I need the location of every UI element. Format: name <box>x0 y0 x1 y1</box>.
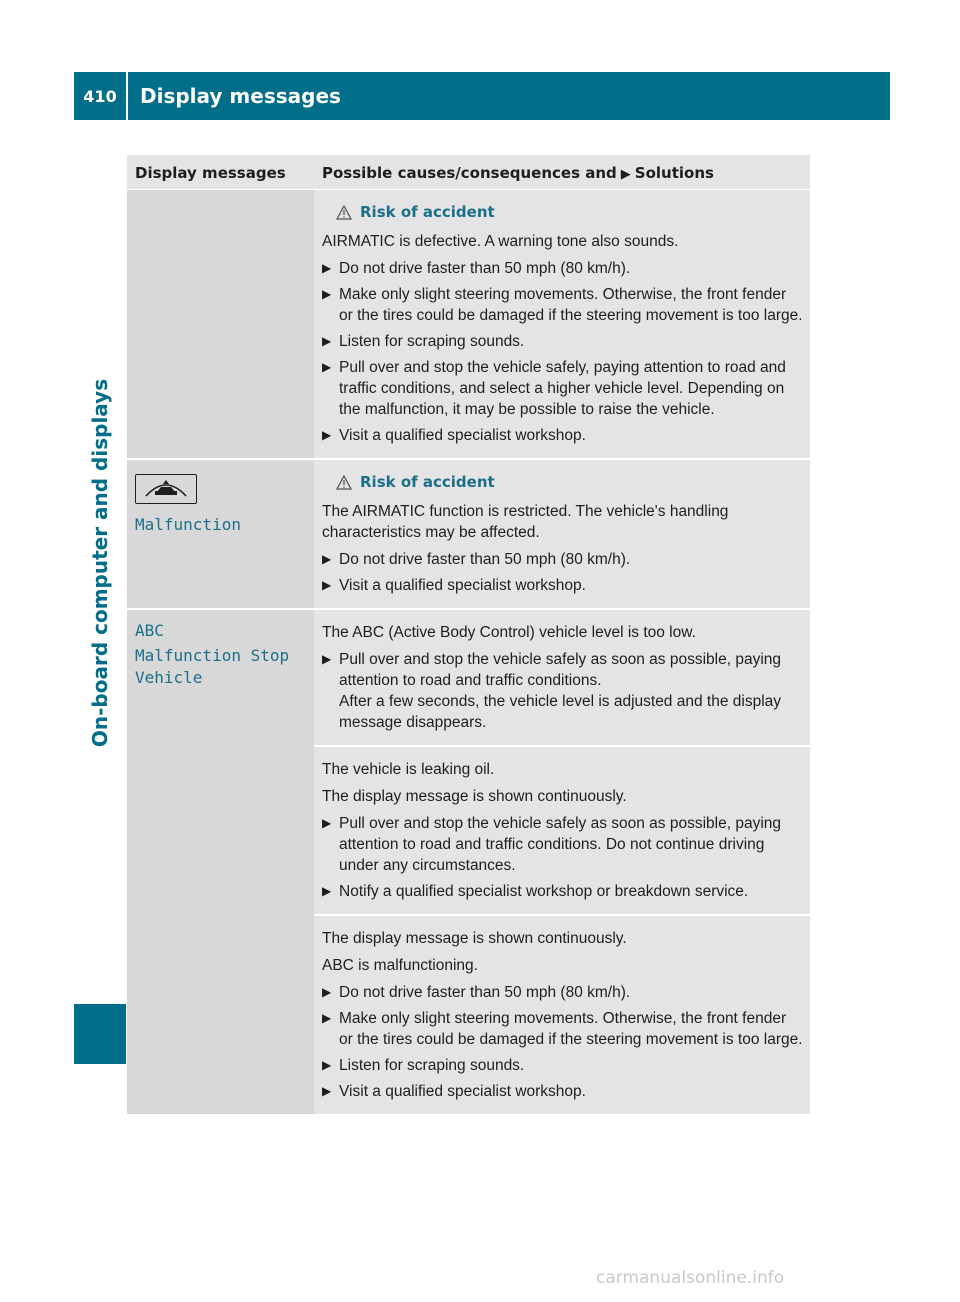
solution-cell <box>314 460 810 608</box>
solution-cell <box>314 610 810 745</box>
list-item <box>322 258 804 279</box>
step-arrow-icon: ▶ <box>322 1084 332 1098</box>
warning-heading <box>322 472 804 493</box>
message-cell <box>127 610 314 1114</box>
step-text: Listen for scraping sounds. <box>339 333 525 350</box>
warning-text: Risk of accident <box>360 203 495 221</box>
warning-text: Risk of accident <box>360 473 495 491</box>
cause-text: The vehicle is leaking oil. <box>322 761 495 778</box>
step-arrow-icon: ▶ <box>322 1058 332 1072</box>
table-row <box>127 458 810 608</box>
message-cell <box>127 460 314 608</box>
col-header-messages: Display messages <box>135 164 286 182</box>
page-number: 410 <box>74 72 126 120</box>
table-header <box>127 155 810 190</box>
watermark: carmanualsonline.info <box>596 1268 785 1288</box>
list-item <box>322 357 804 420</box>
step-text: Visit a qualified specialist workshop. <box>339 427 586 444</box>
list-item <box>322 813 804 876</box>
page-title: Display messages <box>128 72 890 120</box>
step-arrow-icon: ▶ <box>322 985 332 999</box>
step-text: Do not drive faster than 50 mph (80 km/h). <box>339 260 631 277</box>
table-row <box>127 608 810 1114</box>
cause-text: The display message is shown continuously. <box>322 930 627 947</box>
warning-heading <box>322 202 804 223</box>
message-cell <box>127 190 314 458</box>
list-item <box>322 881 804 902</box>
col-header-causes: Possible causes/consequences and <box>322 164 617 182</box>
cause-text: The ABC (Active Body Control) vehicle level is too low. <box>322 624 696 641</box>
solution-cell <box>314 190 810 458</box>
arrow-right-icon: ▶ <box>620 167 631 182</box>
step-note: After a few seconds, the vehicle level is adjusted and the display message disappears. <box>339 693 782 731</box>
list-item <box>322 982 804 1003</box>
step-text: Make only slight steering movements. Otherwise, the front fender or the tires could be damaged if the steering movement is too large. <box>339 286 803 324</box>
solution-cell <box>314 914 810 1114</box>
list-item <box>322 284 804 326</box>
cause-text: AIRMATIC is defective. A warning tone also sounds. <box>322 233 679 250</box>
step-text: Do not drive faster than 50 mph (80 km/h). <box>339 984 631 1001</box>
warning-triangle-icon <box>336 205 352 220</box>
vehicle-level-icon <box>135 474 197 504</box>
step-arrow-icon: ▶ <box>322 1011 332 1025</box>
step-text: Listen for scraping sounds. <box>339 1057 525 1074</box>
display-message: ABC <box>135 621 164 640</box>
side-tab-label: On-board computer and displays <box>88 378 113 748</box>
list-item <box>322 1081 804 1102</box>
step-arrow-icon: ▶ <box>322 428 332 442</box>
display-message: Malfunction <box>135 515 241 534</box>
step-arrow-icon: ▶ <box>322 360 332 374</box>
list-item <box>322 649 804 733</box>
step-arrow-icon: ▶ <box>322 261 332 275</box>
step-arrow-icon: ▶ <box>322 652 332 666</box>
step-text: Pull over and stop the vehicle safely, paying attention to road and traffic conditions, and select a higher vehicle level. Depending on the malfunction, it may be possible to raise the vehicle. <box>339 359 786 418</box>
list-item <box>322 425 804 446</box>
step-text: Pull over and stop the vehicle safely as soon as possible, paying attention to road and traffic conditions. Do not continue driving under any circumstances. <box>339 815 782 874</box>
col-header-solutions <box>314 155 810 189</box>
list-item <box>322 1008 804 1050</box>
step-text: Notify a qualified specialist workshop or breakdown service. <box>339 883 749 900</box>
step-arrow-icon: ▶ <box>322 287 332 301</box>
step-text: Make only slight steering movements. Otherwise, the front fender or the tires could be damaged if the steering movement is too large. <box>339 1010 803 1048</box>
step-text: Visit a qualified specialist workshop. <box>339 577 586 594</box>
side-tab-marker <box>74 1004 126 1064</box>
list-item <box>322 575 804 596</box>
cause-text: ABC is malfunctioning. <box>322 957 478 974</box>
step-arrow-icon: ▶ <box>322 334 332 348</box>
cause-text: The display message is shown continuously. <box>322 788 627 805</box>
col-header-solutions-label: Solutions <box>634 164 714 182</box>
side-tab <box>74 128 126 998</box>
list-item <box>322 331 804 352</box>
warning-triangle-icon <box>336 475 352 490</box>
step-text: Visit a qualified specialist workshop. <box>339 1083 586 1100</box>
list-item <box>322 549 804 570</box>
list-item <box>322 1055 804 1076</box>
display-message: Malfunction Stop Vehicle <box>135 646 290 687</box>
step-arrow-icon: ▶ <box>322 552 332 566</box>
table-row <box>127 190 810 458</box>
step-arrow-icon: ▶ <box>322 578 332 592</box>
step-arrow-icon: ▶ <box>322 884 332 898</box>
cause-text: The AIRMATIC function is restricted. The vehicle's handling characteristics may be affected. <box>322 503 729 541</box>
step-arrow-icon: ▶ <box>322 816 332 830</box>
solution-cell <box>314 745 810 914</box>
step-text: Pull over and stop the vehicle safely as soon as possible, paying attention to road and traffic conditions. <box>339 651 782 689</box>
step-text: Do not drive faster than 50 mph (80 km/h). <box>339 551 631 568</box>
display-messages-table <box>127 155 810 1114</box>
